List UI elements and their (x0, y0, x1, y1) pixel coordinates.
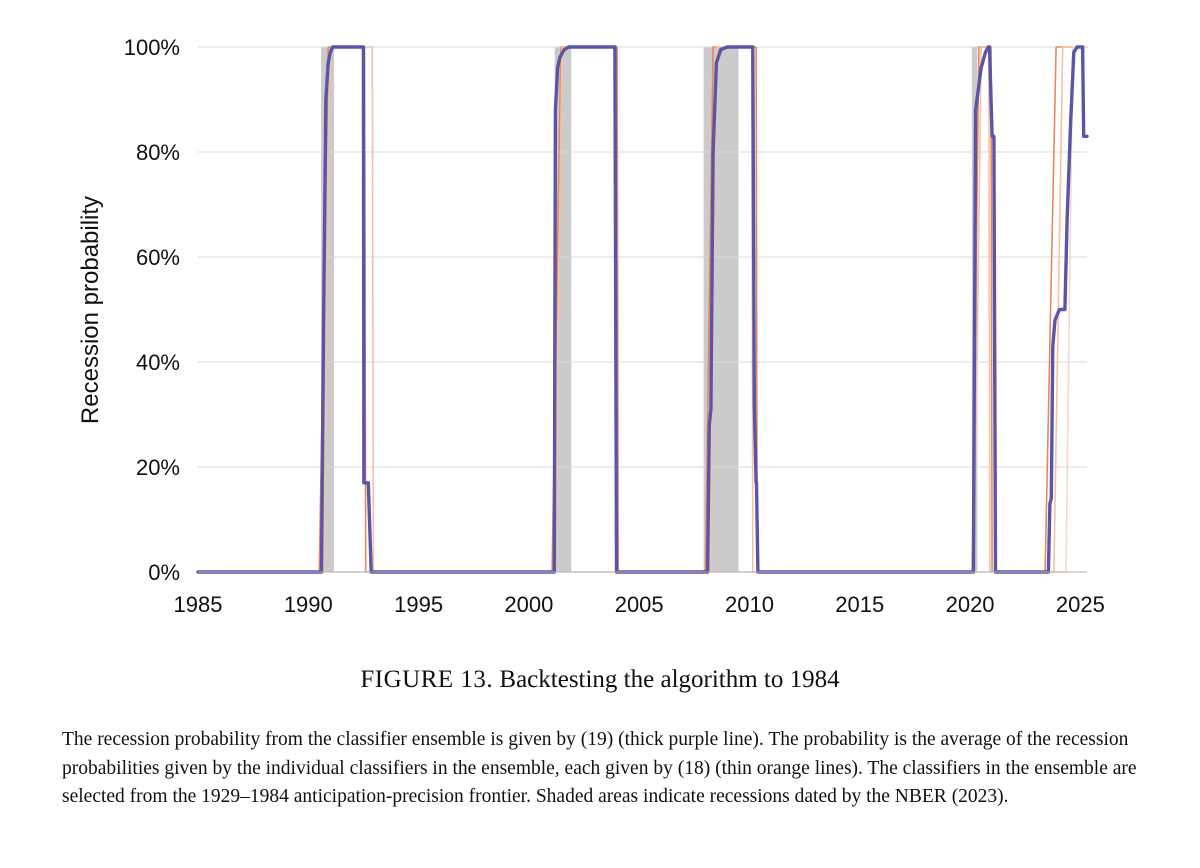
x-tick-label: 1985 (173, 592, 223, 617)
x-tick-label: 2000 (504, 592, 554, 617)
y-tick-label: 40% (135, 350, 180, 375)
y-axis-label: Recession probability (77, 195, 104, 425)
x-tick-label: 1995 (394, 592, 444, 617)
y-tick-label: 20% (135, 455, 180, 480)
y-tick-label: 0% (148, 560, 180, 585)
x-tick-label: 2020 (945, 592, 995, 617)
y-tick-label: 60% (135, 245, 180, 270)
x-tick-label: 1990 (283, 592, 333, 617)
y-tick-label: 100% (123, 35, 180, 60)
x-tick-label: 2025 (1055, 592, 1105, 617)
figure-title-text: Backtesting the algorithm to 1984 (499, 666, 840, 693)
x-tick-label: 2015 (835, 592, 885, 617)
figure-title (0, 666, 1200, 694)
figure-number: FIGURE 13. (360, 666, 494, 693)
figure-caption: The recession probability from the classifier ensemble is given by (19) (thick purple line). The probability is the average of the recession probabilities given by the individual classifiers in the ensemble, each given by (18) (thin orange lines). The classifiers in the ensemble are selected from the 1929–1984 anticipation-precision frontier. Shaded areas indicate recessions dated by the NBER (2023). (62, 729, 1137, 807)
y-tick-label: 80% (135, 140, 180, 165)
x-tick-label: 2010 (725, 592, 774, 617)
x-tick-label: 2005 (614, 592, 664, 617)
